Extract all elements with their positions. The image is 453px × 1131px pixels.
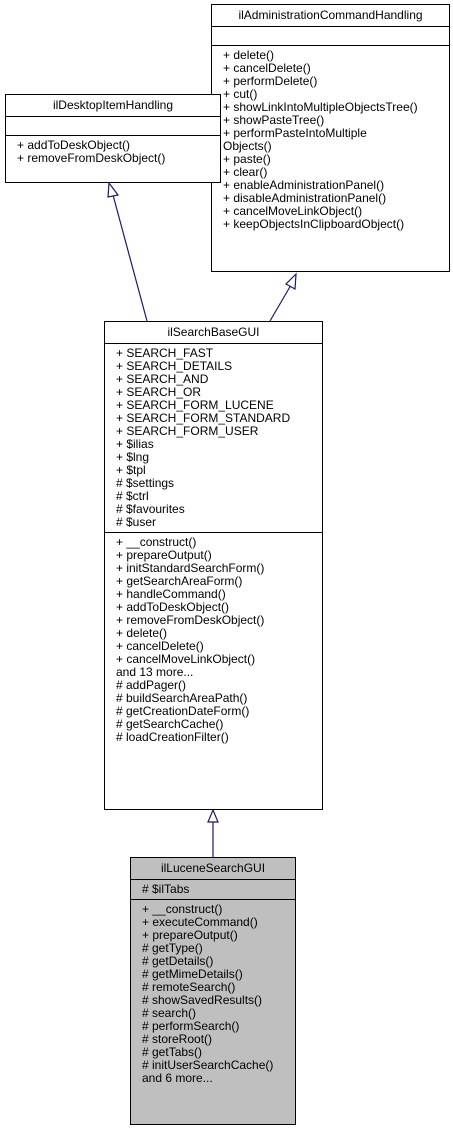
class-member: + __construct() (116, 535, 197, 549)
class-member: # getSearchCache() (116, 717, 224, 731)
class-box-admin (211, 4, 450, 272)
class-member: # getType() (142, 941, 203, 955)
class-member: # remoteSearch() (142, 980, 236, 994)
class-member: + delete() (116, 626, 168, 640)
class-member: and 13 more... (116, 665, 194, 679)
class-member: + $lng (116, 450, 150, 464)
class-member: + addToDeskObject() (116, 600, 230, 614)
class-member: + keepObjectsInClipboardObject() (223, 217, 405, 231)
class-member: # addPager() (116, 678, 187, 692)
class-member: # $user (116, 515, 157, 529)
class-member: + $tpl (116, 463, 146, 477)
class-member: # getMimeDetails() (142, 967, 243, 981)
class-member: # loadCreationFilter() (116, 730, 229, 744)
class-member: + cut() (223, 87, 258, 101)
class-member: + $ilias (116, 437, 154, 451)
class-member: + performPasteIntoMultiple (223, 126, 367, 140)
class-methods-lucene (131, 899, 295, 1088)
class-member: + cancelDelete() (223, 61, 311, 75)
class-name-desktop: ilDesktopItemHandling (6, 95, 220, 117)
class-member: + initStandardSearchForm() (116, 561, 265, 575)
class-member: + getSearchAreaForm() (116, 574, 243, 588)
class-member: + SEARCH_DETAILS (116, 359, 233, 373)
class-attributes-desktop (6, 117, 220, 135)
class-member: + prepareOutput() (116, 548, 212, 562)
class-member: + disableAdministrationPanel() (223, 191, 387, 205)
class-member: + SEARCH_FORM_LUCENE (116, 398, 274, 412)
class-member: + removeFromDeskObject() (116, 613, 265, 627)
class-member: + SEARCH_FAST (116, 346, 214, 360)
class-member: # $ctrl (116, 489, 149, 503)
edge-desktop-to-base (113, 195, 147, 321)
class-member: + enableAdministrationPanel() (223, 178, 385, 192)
class-member: # buildSearchAreaPath() (116, 691, 248, 705)
class-attributes-base (105, 344, 322, 532)
class-member: # search() (142, 1006, 197, 1020)
edge-admin-arrowhead (286, 274, 296, 289)
class-member: + delete() (223, 48, 275, 62)
class-name-admin: ilAdministrationCommandHandling (212, 5, 449, 27)
class-member: # getDetails() (142, 954, 214, 968)
class-member: + cancelDelete() (116, 639, 204, 653)
class-name-lucene: ilLuceneSearchGUI (131, 858, 295, 880)
class-member: + clear() (223, 165, 268, 179)
edge-base-arrowhead (208, 810, 218, 822)
class-methods-base (105, 532, 322, 747)
class-methods-desktop (6, 135, 220, 168)
class-member: Objects() (223, 139, 272, 153)
class-member: + addToDeskObject() (17, 138, 131, 152)
class-member: + cancelMoveLinkObject() (116, 652, 256, 666)
class-member: # $favourites (116, 502, 185, 516)
class-box-base (104, 321, 323, 810)
class-methods-admin (212, 45, 449, 234)
class-member: + SEARCH_OR (116, 385, 202, 399)
class-member: + showLinkIntoMultipleObjectsTree() (223, 100, 418, 114)
class-box-lucene (130, 857, 296, 1125)
class-member: + SEARCH_FORM_USER (116, 424, 259, 438)
class-member: and 6 more... (142, 1071, 213, 1085)
class-member: # $settings (116, 476, 175, 490)
class-member: # $ilTabs (142, 882, 190, 896)
class-member: # initUserSearchCache() (142, 1058, 274, 1072)
edge-admin-to-base (270, 285, 291, 321)
class-member: + SEARCH_FORM_STANDARD (116, 411, 291, 425)
class-member: # getTabs() (142, 1045, 203, 1059)
class-member: # performSearch() (142, 1019, 240, 1033)
class-box-desktop (5, 94, 221, 183)
class-member: + performDelete() (223, 74, 318, 88)
class-member: + executeCommand() (142, 915, 258, 929)
class-member: + handleCommand() (116, 587, 226, 601)
class-member: + showPasteTree() (223, 113, 325, 127)
class-member: + removeFromDeskObject() (17, 151, 166, 165)
class-member: # showSavedResults() (142, 993, 263, 1007)
class-member: + paste() (223, 152, 271, 166)
class-attributes-admin (212, 27, 449, 45)
class-member: + __construct() (142, 902, 223, 916)
class-member: # storeRoot() (142, 1032, 213, 1046)
edge-desktop-arrowhead (108, 183, 118, 197)
class-attributes-lucene (131, 880, 295, 899)
class-member: + SEARCH_AND (116, 372, 209, 386)
class-member: + prepareOutput() (142, 928, 238, 942)
class-name-base: ilSearchBaseGUI (105, 322, 322, 344)
class-member: # getCreationDateForm() (116, 704, 250, 718)
class-member: + cancelMoveLinkObject() (223, 204, 363, 218)
